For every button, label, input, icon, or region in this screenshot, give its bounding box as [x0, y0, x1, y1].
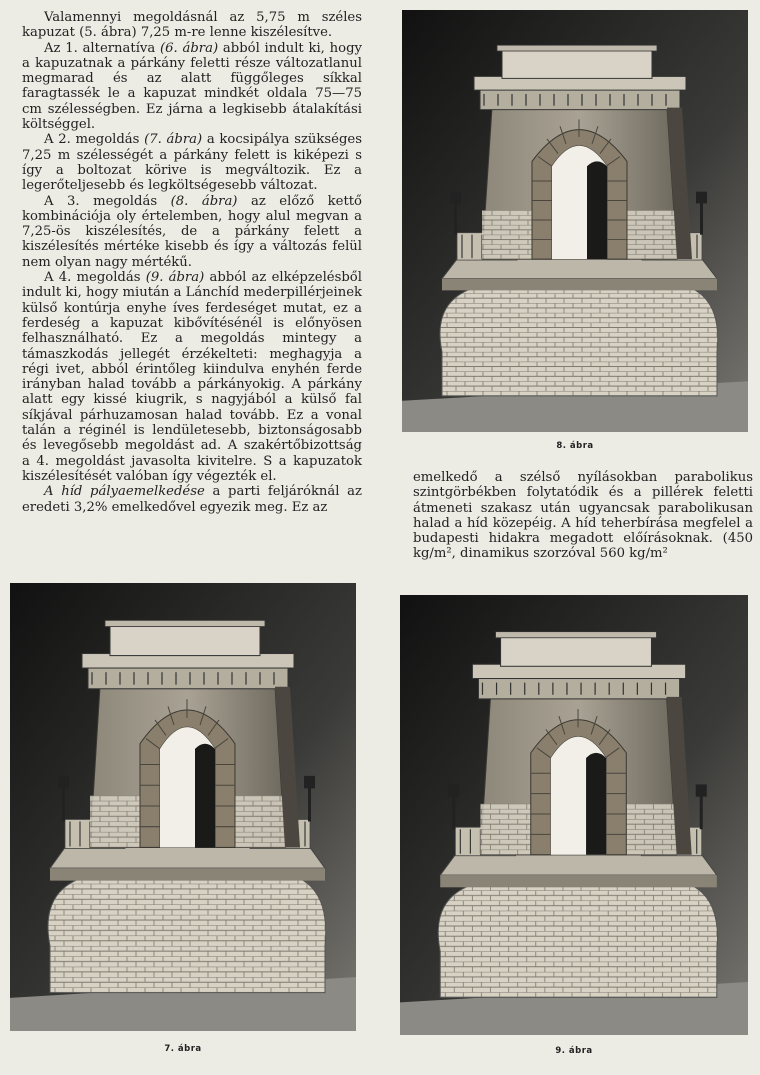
figure-ref: (8. ábra): [170, 193, 238, 209]
paragraph-4: A 3. megoldás (8. ábra) az előző kettő kombinációja oly értelemben, hogy alul megvan a 7,25-ös kiszélesítés, de a párkány felett a kiszélesítés mértéke kisebb és így a változás felül nem olyan nagy mértékű.: [22, 193, 362, 270]
paragraph-right: emelkedő a szélső nyílásokban parabolikus szintgörbékben folytatódik és a pillérek feletti átmeneti szakasz után ugyancsak parabolikusan halad a híd közepéig. A híd teherbírása megfelel a budapesti hidakra megadott előírásoknak. (450 kg/m², dinamikus szorzóval 560 kg/m²: [413, 470, 753, 562]
paragraph-5: A 4. megoldás (9. ábra) abból az elképzelésből indult ki, hogy miután a Lánchíd mederpillérjeinek külső kontúrja enyhe íves ferdeséget mutat, ez a ferdeség a kapuzat kibővítésénél is előnyösen felhasználható. Ez a megoldás mintegy a támaszkodás jellegét érzékelteti: meghagyja a régi ivet, abból érintőleg kiindulva enyhén ferde irányban halad tovább a párkányokig. A párkány alatt egy kissé kiugrik, s nagyjából a külső fal síkjával párhuzamosan halad tovább. Ez a vonal talán a réginél is lendületesebb, biztonságosabb és levegősebb megoldást ad. A szakértőbizottság a 4. megoldást javasolta kivitelre. S a kapuzatok kiszélesítését valóban így végezték el.: [22, 270, 362, 484]
figure-ref: (6. ábra): [160, 40, 219, 56]
left-text-column: [22, 10, 362, 515]
paragraph-1: Valamennyi megoldásnál az 5,75 m széles kapuzat (5. ábra) 7,25 m-re lenne kiszélesítve.: [22, 10, 362, 41]
figure-8-caption: 8. ábra: [556, 441, 594, 451]
figure-9-photo: [400, 595, 748, 1035]
figure-7-photo: [10, 583, 356, 1031]
figure-9-caption: 9. ábra: [555, 1046, 593, 1056]
paragraph-6: A híd pályaemelkedése a parti feljáróknál az eredeti 3,2% emelkedővel egyezik meg. Ez az: [22, 484, 362, 515]
figure-8-photo: [402, 10, 748, 432]
paragraph-3: A 2. megoldás (7. ábra) a kocsipálya szükséges 7,25 m szélességét a párkány felett is kiképezi s így a boltozat körive is megváltozik. Ez a legerőteljesebb és legköltségesebb változat.: [22, 132, 362, 194]
figure-7-caption: 7. ábra: [164, 1044, 202, 1054]
section-lead: A híd pályaemelkedése: [44, 484, 205, 500]
figure-ref: (9. ábra): [145, 270, 205, 286]
figure-ref: (7. ábra): [144, 132, 203, 148]
paragraph-2: Az 1. alternatíva (6. ábra) abból indult ki, hogy a kapuzatnak a párkány feletti része változatlanul megmarad és az alatt függőleges síkkal faragtassék le a kapuzat mindkét oldala 75—75 cm szélességben. Ez járna a legkisebb átalakítási költséggel.: [22, 40, 362, 133]
right-text-column: [413, 470, 753, 562]
